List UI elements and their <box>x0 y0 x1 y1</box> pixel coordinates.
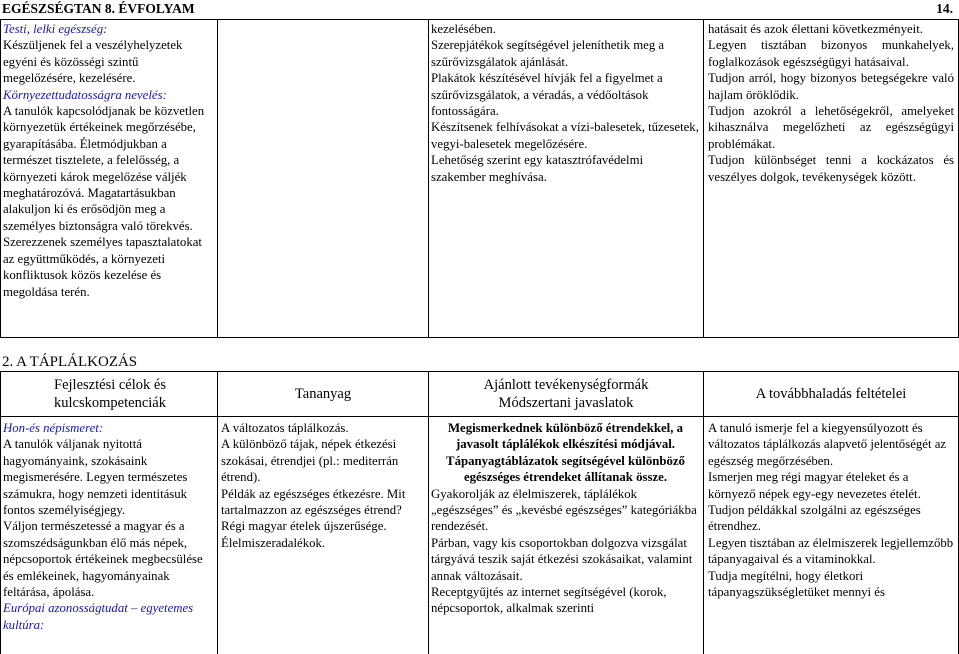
top-table-divider-1 <box>217 20 218 337</box>
page-number: 14. <box>936 1 953 16</box>
goals-cell <box>3 420 213 633</box>
activity-text-1: Gyakorolják az élelmiszerek, táplálékok „egészséges” és „kevésbé egészséges” kategóriákba rendezését. <box>431 486 697 534</box>
curriculum-item-1: A változatos táplálkozás. <box>221 421 349 435</box>
requirement-4: Legyen tisztában az élelmiszerek legjellemzőbb tápanyagaival és a vitaminokkal. <box>708 535 954 567</box>
header-requirements-label: A továbbhaladás feltételei <box>755 386 907 402</box>
header-requirements <box>704 385 958 403</box>
header-divider <box>0 19 959 20</box>
curriculum-item-3: Példák az egészséges étkezésre. Mit tartalmazzon az egészséges étrend? <box>221 486 406 518</box>
heritage-heading: Hon-és népismeret: <box>3 421 104 435</box>
requirement-2: Ismerjen meg régi magyar ételeket és a környező népek egy-egy nevezetes ételét. <box>708 470 921 501</box>
heritage-text-1: A tanulók váljanak nyitottá hagyományaink, szokásaink megismerésére. Legyen természetes számukra, hogy nemzeti identitásuk fontos személyiségjegy. <box>3 437 188 518</box>
health-heading: Testi, lelki egészség: <box>3 22 108 36</box>
requirements-cell <box>708 420 954 600</box>
top-table-border-bottom <box>0 337 959 338</box>
header-goals <box>30 376 190 412</box>
activities-text-3: Plakátok készítésével hívják fel a figyelmet a szűrővizsgálatok, a véradás, a védőoltások fontosságára. <box>431 71 663 119</box>
european-identity-heading: Európai azonosságtudat – egyetemes kultúra: <box>3 601 194 632</box>
curriculum-item-5: Élelmiszeradalékok. <box>221 535 326 550</box>
header-curriculum <box>218 385 428 403</box>
requirement-3: Tudjon példákkal szolgálni az egészséges étrendhez. <box>708 503 921 534</box>
table-divider-2 <box>428 371 429 654</box>
requirements-text-1: hatásait és azok élettani következményeit. <box>708 22 923 36</box>
top-table-divider-2 <box>428 20 429 337</box>
activities-text-1: kezelésében. <box>431 22 497 36</box>
header-methods-label: Módszertani javaslatok <box>498 395 634 411</box>
header-curriculum-label: Tananyag <box>294 386 352 402</box>
top-goals-cell <box>3 21 213 300</box>
header-goals-label: Fejlesztési célok és kulcskompetenciák <box>54 377 166 411</box>
table-border-top <box>0 371 959 372</box>
section-title: 2. A TÁPLÁLKOZÁS <box>2 354 138 370</box>
requirement-1: A tanuló ismerje fel a kiegyensúlyozott és változatos táplálkozás alapvető jelentőségét az egészség megőrzésében. <box>708 421 947 468</box>
curriculum-cell <box>221 420 425 551</box>
document-header-title: EGÉSZSÉGTAN 8. ÉVFOLYAM <box>2 1 195 16</box>
activity-text-2: Párban, vagy kis csoportokban dolgozva vizsgálat tárgyává teszik saját étkezési szokásaikat, valamint annak változásait. <box>431 535 693 583</box>
table-divider-1 <box>217 371 218 654</box>
activity-bold-1: Megismerkednek különböző étrendekkel, a javasolt táplálékok elkészítési módjával. <box>447 421 684 452</box>
table-header-divider <box>0 416 959 417</box>
top-requirements-cell <box>708 21 954 185</box>
activity-text-3: Receptgyűjtés az internet segítségével (korok, népcsoportok, alkalmak szerinti <box>431 585 667 616</box>
curriculum-item-2: A különböző tájak, népek étkezési szokásai, étrendjei (pl.: mediterrán étrend). <box>221 437 399 485</box>
activity-bold-2: Tápanyagtáblázatok segítségével különböző egészséges étrendeket állítanak össze. <box>446 453 685 485</box>
environment-text: A tanulók kapcsolódjanak be közvetlen környezetük értékeinek megőrzésébe, gyarapításába. Életmódjukban a természet tisztelete, a felelősség, a környezeti károk megelőzése váljék meghatározóvá. Magatartásukban alakuljon ki és erősödjön meg a személyes biztonságra való törekvés. Szerezzenek személyes tapasztalatokat az együttműködés, a környezeti konfliktusok közös kezelése és megoldása terén. <box>3 104 205 299</box>
activities-text-4: Készítsenek felhívásokat a vízi-balesetek, tűzesetek, vegyi-balesetek megelőzésére. <box>431 120 699 151</box>
activities-text-2: Szerepjátékok segítségével jeleníthetik meg a szűrővizsgálatok ajánlását. <box>431 38 665 69</box>
top-table-divider-3 <box>703 20 704 337</box>
environment-heading: Környezettudatosságra nevelés: <box>3 87 167 102</box>
top-table-border-left <box>0 20 1 337</box>
top-activities-cell <box>431 21 700 185</box>
header-activities-label: Ajánlott tevékenységformák <box>483 377 649 393</box>
activities-cell <box>431 420 700 617</box>
heritage-text-2: Váljon természetessé a magyar és a szomszédságunkban élő más népek, népcsoportok értékeinek megbecsülése és emlékeinek, hagyományainak feltárása, ápolása. <box>3 519 203 600</box>
header-activities <box>429 376 703 412</box>
curriculum-item-4: Régi magyar ételek újszerűsége. <box>221 519 387 534</box>
requirements-text-4: Tudjon azokról a lehetőségekről, amelyeket kihasználva megelőzheti az egészségügyi problémákat. <box>708 104 954 151</box>
table-border-left <box>0 371 1 654</box>
activities-text-5: Lehetőség szerint egy katasztrófavédelmi szakember meghívása. <box>431 153 644 184</box>
requirement-5: Tudja megítélni, hogy életkori tápanyagszükségletüket mennyi és <box>708 568 885 600</box>
requirements-text-3: Tudjon arról, hogy bizonyos betegségekre való hajlam öröklődik. <box>708 71 954 102</box>
health-text: Készüljenek fel a veszélyhelyzetek egyéni és közösségi szintű megelőzésére, kezelésére. <box>3 38 183 86</box>
requirements-text-5: Tudjon különbséget tenni a kockázatos és veszélyes dolgok, tevékenységek között. <box>708 153 954 184</box>
requirements-text-2: Legyen tisztában bizonyos munkahelyek, foglalkozások egészségügyi hatásaival. <box>708 38 954 69</box>
table-divider-3 <box>703 371 704 654</box>
